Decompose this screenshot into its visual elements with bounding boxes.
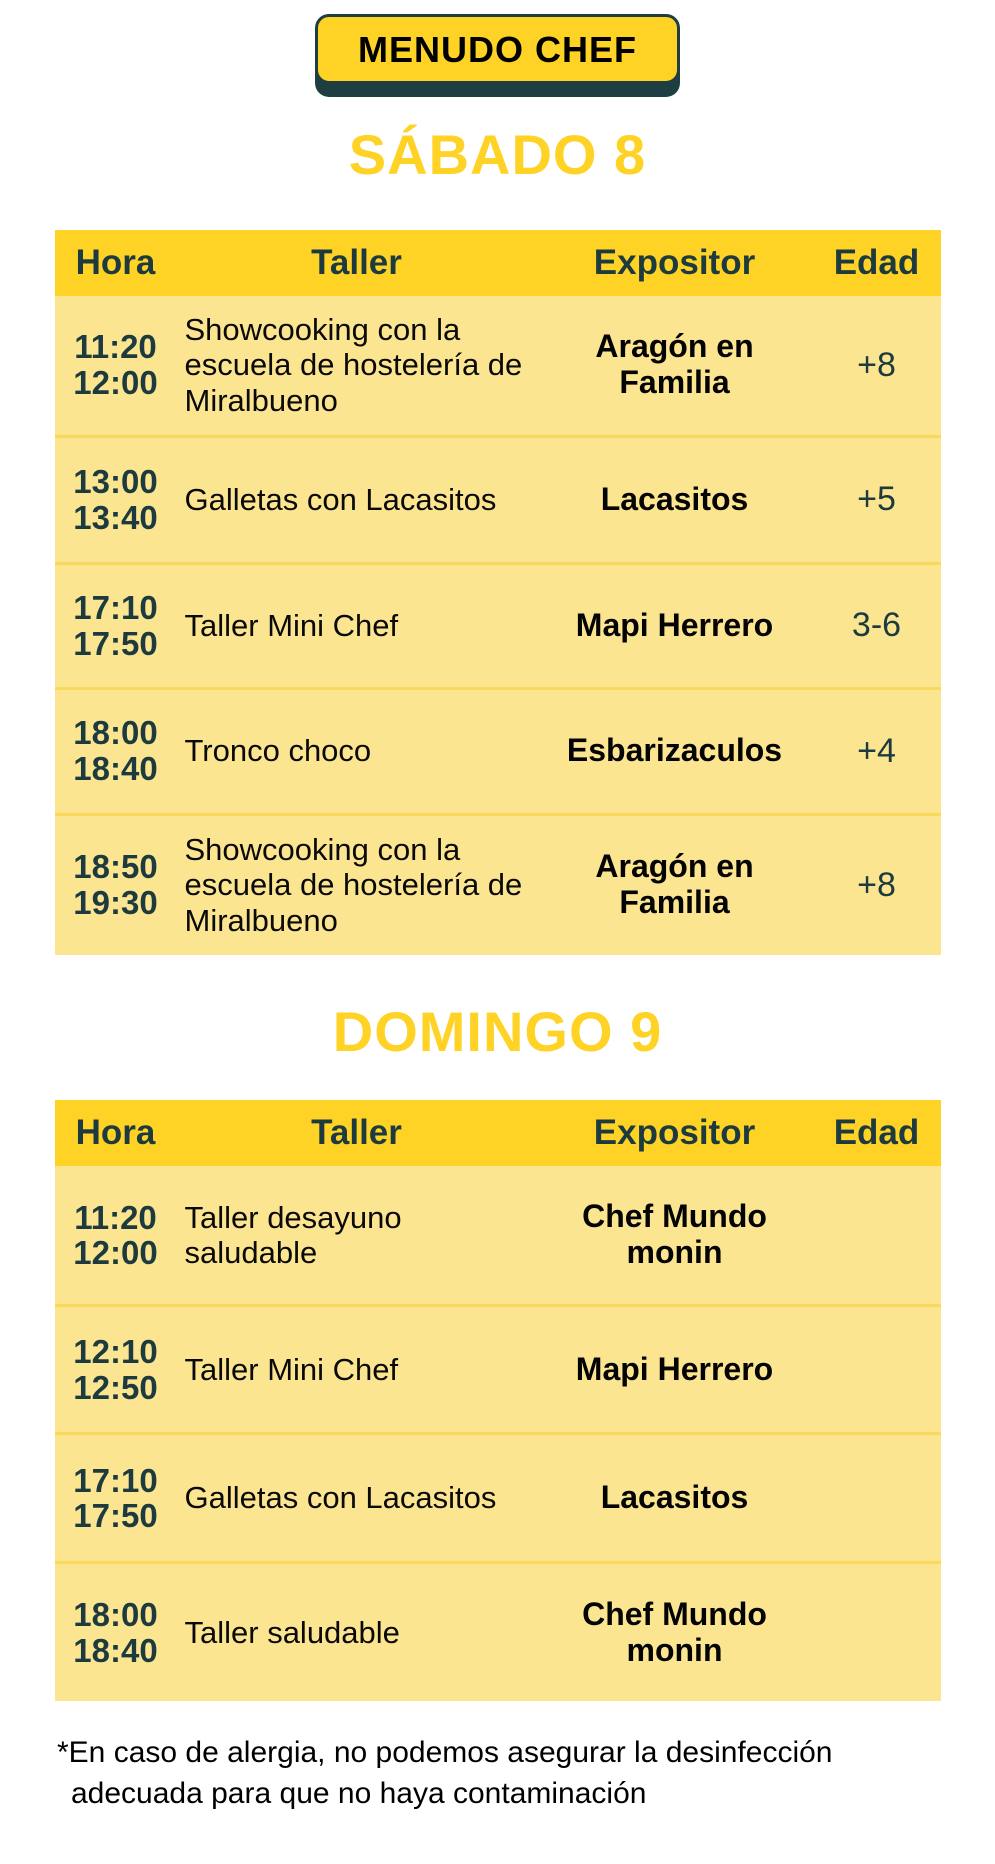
expositor-cell	[537, 329, 813, 401]
expositor-name: Lacasitos	[600, 480, 749, 517]
sunday-heading: DOMINGO 9	[332, 999, 663, 1063]
time-start: 18:00	[73, 1596, 158, 1634]
time-start: 18:50	[73, 848, 158, 886]
table-row	[55, 1432, 941, 1561]
time-end: 12:00	[73, 364, 158, 402]
expositor-cell	[537, 1480, 813, 1516]
time-start: 17:10	[73, 588, 158, 626]
taller-cell: Taller saludable	[184, 1614, 400, 1650]
time-end: 17:50	[73, 1497, 158, 1535]
time-end: 19:30	[73, 884, 158, 922]
expositor-name: Lacasitos	[600, 1479, 749, 1516]
hora-cell	[55, 849, 177, 920]
table-row	[55, 1561, 941, 1701]
edad-cell: 3-6	[851, 606, 902, 645]
badge-row	[0, 14, 995, 84]
hora-cell	[55, 329, 177, 400]
expositor-cell	[537, 1199, 813, 1271]
table-row	[55, 562, 941, 687]
expositor-cell	[537, 1597, 813, 1669]
time-end: 17:50	[73, 624, 158, 662]
expositor-cell	[537, 849, 813, 921]
sunday-schedule-table	[55, 1100, 941, 1701]
expositor-name: Aragón en Familia	[595, 848, 754, 921]
time-end: 18:40	[73, 1631, 158, 1669]
title-badge-label: MENUDO CHEF	[358, 29, 637, 70]
footnote	[57, 1733, 957, 1814]
taller-cell: Galletas con Lacasitos	[184, 1480, 497, 1516]
expositor-name: Chef Mundo monin	[582, 1198, 767, 1271]
column-header-hora: Hora	[75, 242, 156, 282]
taller-cell: Taller Mini Chef	[184, 607, 399, 643]
title-badge	[315, 14, 680, 84]
hora-cell	[55, 715, 177, 786]
column-header-edad: Edad	[833, 242, 920, 282]
expositor-name: Mapi Herrero	[575, 1350, 774, 1387]
time-start: 12:10	[73, 1333, 158, 1371]
time-end: 18:40	[73, 750, 158, 788]
saturday-heading: SÁBADO 8	[348, 123, 647, 186]
time-start: 13:00	[73, 462, 158, 500]
footnote-line1: *En caso de alergia, no podemos asegurar la desinfección	[57, 1736, 833, 1770]
column-header-hora: Hora	[75, 1113, 156, 1153]
hora-cell	[55, 1463, 177, 1534]
time-start: 17:10	[73, 1461, 158, 1499]
taller-cell: Taller desayuno saludable	[184, 1199, 402, 1271]
expositor-name: Mapi Herrero	[575, 606, 774, 643]
time-start: 11:20	[74, 328, 157, 366]
column-header-taller: Taller	[311, 1113, 402, 1153]
time-end: 12:50	[73, 1368, 158, 1406]
column-header-expositor: Expositor	[593, 242, 756, 282]
hora-cell	[55, 464, 177, 535]
table-row	[55, 1166, 941, 1304]
table-row	[55, 813, 941, 955]
expositor-cell	[537, 733, 813, 769]
edad-cell: +5	[857, 480, 896, 519]
table-row	[55, 1304, 941, 1432]
hora-cell	[55, 590, 177, 661]
expositor-name: Chef Mundo monin	[582, 1595, 767, 1668]
edad-cell: +8	[857, 345, 896, 384]
expositor-cell	[537, 608, 813, 644]
saturday-schedule-table	[55, 230, 941, 955]
edad-cell: +8	[857, 865, 896, 904]
table-header-row	[55, 230, 941, 296]
edad-cell: +4	[857, 731, 896, 770]
table-row	[55, 296, 941, 435]
taller-cell: Showcooking con la escuela de hostelería de Miralbueno	[184, 831, 523, 938]
expositor-cell	[537, 1352, 813, 1388]
taller-cell: Galletas con Lacasitos	[184, 481, 497, 517]
table-header-row	[55, 1100, 941, 1166]
time-end: 12:00	[73, 1234, 158, 1272]
taller-cell: Taller Mini Chef	[184, 1351, 399, 1387]
hora-cell	[55, 1597, 177, 1668]
hora-cell	[55, 1334, 177, 1405]
taller-cell: Showcooking con la escuela de hostelería de Miralbueno	[184, 311, 523, 418]
expositor-name: Esbarizaculos	[566, 732, 783, 769]
hora-cell	[55, 1200, 177, 1271]
expositor-name: Aragón en Familia	[595, 328, 754, 401]
time-end: 13:40	[73, 498, 158, 536]
column-header-taller: Taller	[311, 242, 402, 282]
time-start: 18:00	[73, 714, 158, 752]
time-start: 11:20	[74, 1198, 157, 1236]
table-row	[55, 687, 941, 813]
column-header-edad: Edad	[833, 1113, 920, 1153]
table-row	[55, 435, 941, 562]
taller-cell: Tronco choco	[184, 733, 372, 769]
footnote-line2: adecuada para que no haya contaminación	[71, 1776, 647, 1810]
expositor-cell	[537, 482, 813, 518]
column-header-expositor: Expositor	[593, 1113, 756, 1153]
